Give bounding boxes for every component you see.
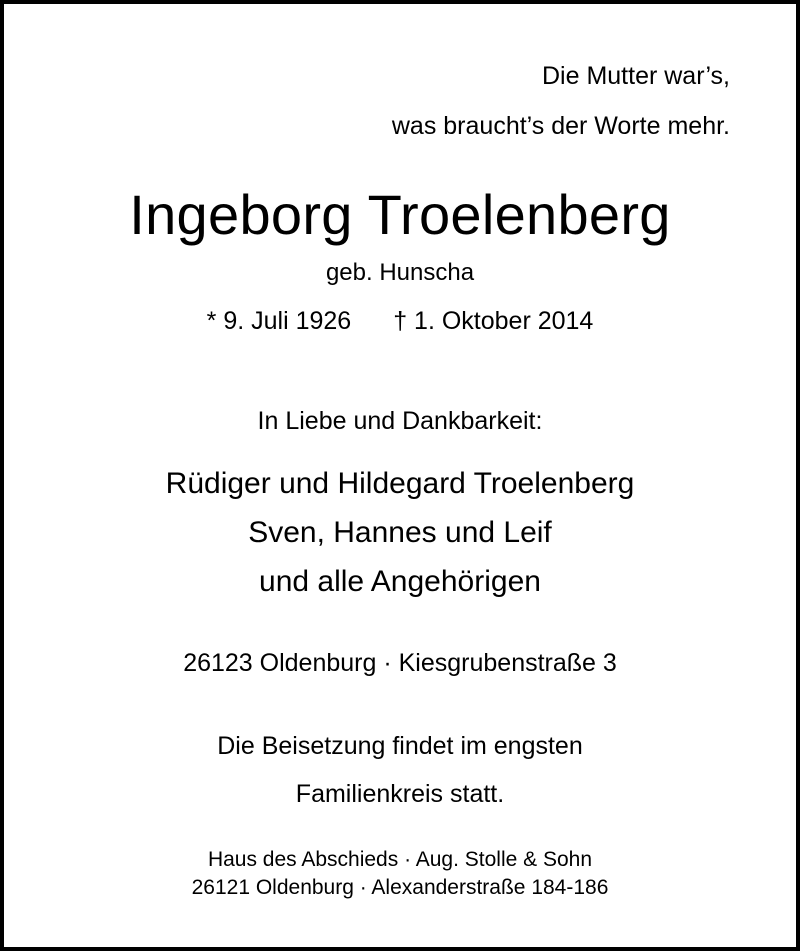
life-dates xyxy=(4,309,796,334)
funeral-home-name: Haus des Abschieds · Aug. Stolle & Sohn xyxy=(207,848,593,871)
deceased-name: Ingeborg Troelenberg xyxy=(129,183,671,246)
mourner-line: und alle Angehörigen xyxy=(259,565,541,598)
birth-date: * 9. Juli 1926 xyxy=(206,307,352,335)
death-date: † 1. Oktober 2014 xyxy=(393,307,594,335)
burial-note-line-2: Familienkreis statt. xyxy=(295,780,505,808)
funeral-home-address: 26121 Oldenburg · Alexanderstraße 184-186 xyxy=(191,876,609,899)
burial-note-line-1: Die Beisetzung findet im engsten xyxy=(217,732,583,760)
mourner-line: Sven, Hannes und Leif xyxy=(248,516,552,549)
motto-line-2: was braucht’s der Worte mehr. xyxy=(391,112,730,140)
motto-line-1: Die Mutter war’s, xyxy=(541,62,730,90)
maiden-name: geb. Hunscha xyxy=(325,259,475,286)
dedication: In Liebe und Dankbarkeit: xyxy=(257,407,543,435)
family-address: 26123 Oldenburg · Kiesgrubenstraße 3 xyxy=(183,649,617,677)
mourner-line: Rüdiger und Hildegard Troelenberg xyxy=(165,467,635,500)
